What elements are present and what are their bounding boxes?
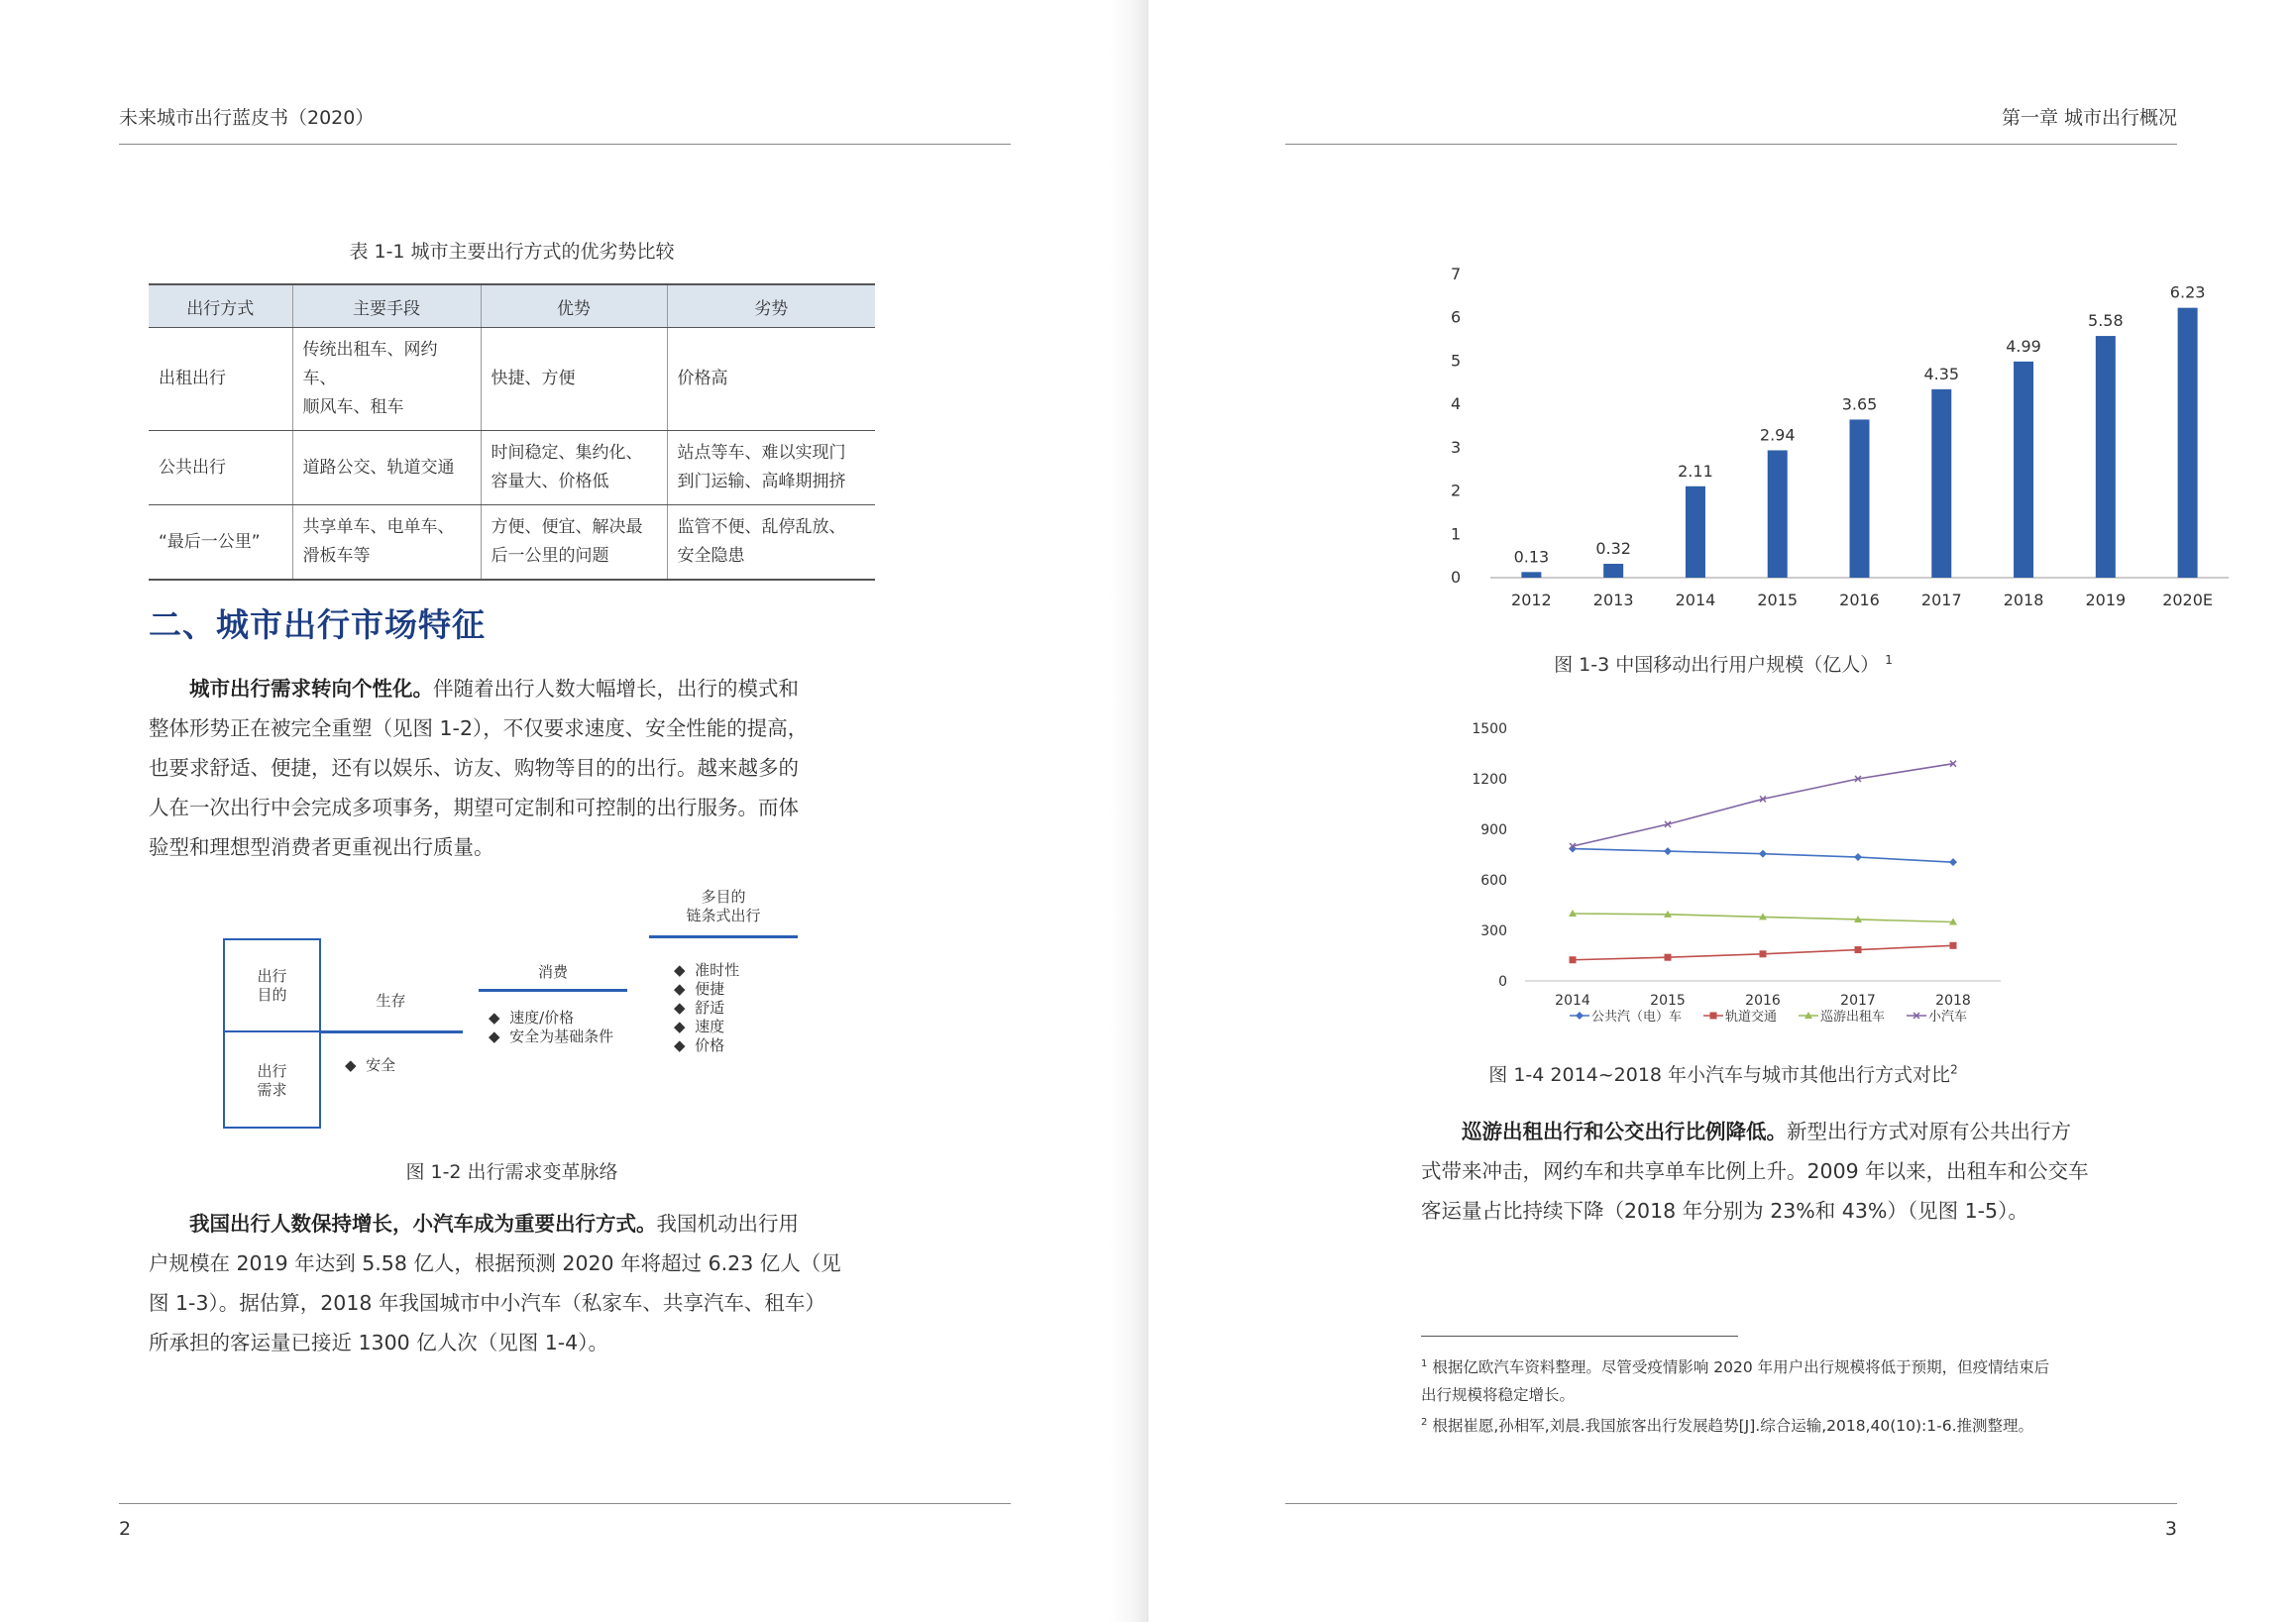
x-tick-label: 2017 (1840, 993, 1876, 1009)
bar (2178, 308, 2198, 578)
table-cell (481, 505, 667, 581)
cell-text: 公共出行 (159, 457, 226, 478)
paragraph-lead: 城市出行需求转向个性化。 (189, 677, 433, 701)
bar-chart (1446, 253, 2296, 629)
header-rule (119, 144, 1011, 145)
cell-text: 传统出租车、网约车、 (302, 340, 438, 388)
diagram-bullet-list: ◆ 准时性 ◆ 便捷 ◆ 舒适 ◆ 速度 ◆ 价格 (674, 961, 740, 1054)
x-tick-label: 2016 (1745, 993, 1781, 1009)
paragraph-line: 图 1-3）。据估算，2018 年我国城市中小汽车（私家车、共享汽车、租车） (149, 1291, 825, 1315)
cell-text: 后一公里的问题 (491, 546, 609, 566)
series (1570, 942, 1957, 963)
cell-text: 滑板车等 (302, 546, 371, 566)
table-cell (667, 505, 875, 581)
diagram-text: 速度 (695, 1018, 725, 1035)
legend-label: 公共汽（电）车 (1591, 1010, 1683, 1025)
bar (2014, 362, 2033, 578)
running-header: 第一章 城市出行概况 (2001, 107, 2177, 129)
legend-entry (1799, 1009, 1885, 1025)
footnote-rule (1421, 1336, 1738, 1337)
paragraph-line: 新型出行方式对原有公共出行方 (1787, 1120, 2071, 1143)
diagram-stage-survival: 生存 (376, 992, 406, 1010)
x-tick-label: 2015 (1757, 591, 1799, 609)
x-tick-label: 2015 (1650, 993, 1686, 1009)
data-label: 4.99 (2006, 336, 2041, 356)
y-tick-label: 4 (1451, 394, 1462, 414)
series (1569, 910, 1957, 925)
y-tick-label: 2 (1451, 481, 1462, 500)
cell-text: 快捷、方便 (491, 369, 576, 388)
cell-text: 站点等车、难以实现门 (677, 443, 846, 463)
x-tick-label: 2017 (1920, 591, 1962, 609)
legend-label: 小汽车 (1928, 1010, 1968, 1025)
data-point (1760, 950, 1767, 957)
series-line (1573, 764, 1953, 846)
bar (1686, 487, 1705, 578)
section-title: 二、城市出行市场特征 (149, 605, 486, 644)
x-tick-label: 2013 (1592, 591, 1634, 609)
legend-entry (1570, 1009, 1682, 1025)
cell-text: 监管不便、乱停乱放、 (677, 517, 846, 537)
cell-text: 道路公交、轨道交通 (302, 457, 455, 478)
cell-text: 到门运输、高峰期拥挤 (677, 472, 846, 491)
line-chart (1446, 703, 2296, 1040)
diagram-text: 便捷 (695, 980, 725, 998)
figure-caption: 图 1-2 出行需求变革脉络 (405, 1161, 618, 1183)
table-header-cell: 优势 (481, 284, 667, 328)
data-point (1950, 942, 1957, 949)
data-point (1855, 946, 1862, 953)
legend-label: 巡游出租车 (1820, 1010, 1886, 1025)
table-cell (292, 505, 481, 581)
data-point (1664, 847, 1672, 855)
diagram-text: 出行 (257, 1062, 287, 1080)
footnote-text: 根据崔愿,孙相军,刘晨.我国旅客出行发展趋势[J].综合运输,2018,40(10):1-6.推测整理。 (1432, 1417, 2033, 1436)
table-header-row (149, 284, 875, 328)
caption-text: 图 1-3 中国移动出行用户规模（亿人） (1554, 654, 1880, 676)
diagram-text: 链条式出行 (686, 907, 761, 924)
paragraph-3 (1421, 1112, 2147, 1231)
footnote-2 (1421, 1409, 2159, 1440)
diagram-text: 需求 (257, 1081, 287, 1099)
cell-text: 时间稳定、集约化、 (491, 443, 643, 463)
bar (1521, 572, 1541, 578)
legend-entry (1907, 1010, 1967, 1025)
x-tick-label: 2016 (1839, 591, 1880, 609)
table-cell (481, 431, 667, 505)
table-cell (667, 328, 875, 431)
data-point (1854, 853, 1862, 861)
footnote-mark: 1 (1421, 1358, 1428, 1369)
table-row (149, 431, 875, 505)
footnote-ref: 2 (1950, 1062, 1958, 1077)
x-tick-label: 2014 (1555, 993, 1590, 1009)
diagram-text: 价格 (695, 1036, 725, 1054)
table-row (149, 505, 875, 581)
paragraph-line: 验型和理想型消费者更重视出行质量。 (149, 835, 494, 859)
table-cell (149, 431, 292, 505)
cell-text: 价格高 (677, 369, 728, 388)
diagram-stage-line (479, 989, 627, 992)
comparison-table (149, 283, 875, 581)
diagram-divider (225, 1030, 319, 1032)
table-cell (149, 328, 292, 431)
data-label: 4.35 (1923, 364, 1960, 383)
footer-rule (119, 1503, 1011, 1504)
diagram-box-label-demand (225, 1062, 319, 1100)
y-tick-label: 7 (1451, 265, 1462, 283)
running-header: 未来城市出行蓝皮书（2020） (119, 107, 375, 129)
bar (1603, 564, 1623, 578)
data-point (1759, 850, 1767, 858)
diagram-text: 准时性 (695, 961, 740, 979)
y-tick-label: 5 (1451, 351, 1462, 371)
paragraph-line: 人在一次出行中会完成多项事务，期望可定制和可控制的出行服务。而体 (149, 796, 799, 819)
table-row (149, 328, 875, 431)
data-label: 5.58 (2088, 311, 2124, 331)
page-number: 2 (119, 1518, 132, 1540)
page-number: 3 (2164, 1518, 2177, 1540)
diagram-stage-line (649, 935, 798, 938)
diagram-text: 目的 (257, 986, 287, 1004)
y-tick-label: 900 (1480, 822, 1507, 838)
diagram-stage-consumption: 消费 (537, 963, 568, 981)
data-label: 6.23 (2169, 282, 2206, 302)
footer-rule (1285, 1503, 2177, 1504)
bar-chart-caption (1367, 650, 2080, 677)
paragraph-line: 所承担的客运量已接近 1300 亿人次（见图 1-4）。 (149, 1331, 608, 1354)
paragraph-1 (149, 669, 875, 867)
table-caption: 表 1-1 城市主要出行方式的优劣势比较 (349, 241, 675, 263)
x-tick-label: 2019 (2085, 591, 2127, 609)
table-header-cell: 出行方式 (149, 284, 292, 328)
data-label: 3.65 (1841, 394, 1878, 414)
y-tick-label: 1200 (1472, 772, 1507, 788)
paragraph-line: 也要求舒适、便捷，还有以娱乐、访友、购物等目的的出行。越来越多的 (149, 756, 799, 780)
paragraph-lead: 巡游出租出行和公交出行比例降低。 (1462, 1120, 1787, 1143)
diagram-text: 出行 (257, 967, 287, 985)
table-cell (481, 328, 667, 431)
table-cell (292, 431, 481, 505)
paragraph-line: 户规模在 2019 年达到 5.58 亿人，根据预测 2020 年将超过 6.23 亿人（见 (149, 1251, 841, 1275)
y-tick-label: 1 (1451, 524, 1462, 544)
diagram-bullet: ◆ 安全 (345, 1056, 396, 1074)
cell-text: 容量大、价格低 (491, 472, 609, 491)
data-label: 0.13 (1513, 547, 1550, 567)
table-cell (667, 431, 875, 505)
cell-text: 方便、便宜、解决最 (491, 517, 643, 537)
legend-entry (1703, 1009, 1777, 1025)
table-header-cell: 主要手段 (292, 284, 481, 328)
footnote-ref: 1 (1885, 652, 1893, 667)
y-tick-label: 1500 (1472, 721, 1507, 737)
diagram-box-label-purpose (225, 967, 319, 1005)
paragraph-line: 整体形势正在被完全重塑（见图 1-2），不仅要求速度、安全性能的提高， (149, 716, 809, 740)
cell-text: 共享单车、电单车、 (302, 517, 455, 537)
caption-text: 图 1-4 2014~2018 年小汽车与城市其他出行方式对比 (1488, 1064, 1951, 1086)
x-tick-label: 2014 (1675, 591, 1716, 609)
data-point (1570, 956, 1577, 963)
footnotes (1421, 1351, 2159, 1440)
cell-text: “最后一公里” (159, 531, 261, 552)
footnote-text: 根据亿欧汽车资料整理。尽管受疫情影响 2020 年用户出行规模将低于预期，但疫情结束后 (1432, 1358, 2050, 1377)
bar (1931, 389, 1951, 578)
bar (1768, 450, 1788, 578)
diagram-text: 安全 (366, 1056, 396, 1074)
table-cell (292, 328, 481, 431)
series (1569, 845, 1957, 867)
data-label: 0.32 (1595, 539, 1631, 559)
y-tick-label: 600 (1480, 873, 1507, 889)
table-header-cell: 劣势 (667, 284, 875, 328)
paragraph-line: 伴随着出行人数大幅增长，出行的模式和 (433, 677, 799, 701)
diagram-text: 速度/价格 (509, 1009, 575, 1027)
table-cell (149, 505, 292, 581)
x-tick-label: 2018 (2003, 591, 2044, 609)
diagram-text: 多目的 (701, 888, 746, 906)
cell-text: 出租出行 (159, 369, 226, 388)
footnote-1 (1421, 1351, 2159, 1381)
line-chart-caption (1327, 1060, 2120, 1087)
paragraph-line: 客运量占比持续下降（2018 年分别为 23%和 43%）（见图 1-5）。 (1421, 1199, 2028, 1223)
x-tick-label: 2018 (1935, 993, 1971, 1009)
x-tick-label: 2020E (2162, 591, 2214, 609)
cell-text: 顺风车、租车 (302, 397, 404, 417)
diagram-bullet-list: ◆ 速度/价格 ◆ 安全为基础条件 (489, 1009, 614, 1045)
series (1570, 761, 1956, 849)
footnote-text: 出行规模将稳定增长。 (1421, 1386, 1576, 1405)
paragraph-line: 我国机动出行用 (656, 1212, 799, 1236)
paragraph-line: 式带来冲击，网约车和共享单车比例上升。2009 年以来，出租车和公交车 (1421, 1159, 2089, 1183)
bar (2096, 336, 2116, 578)
cell-text: 安全隐患 (677, 546, 745, 566)
y-tick-label: 0 (1451, 568, 1462, 587)
legend-label: 轨道交通 (1725, 1010, 1778, 1025)
data-point (1710, 1013, 1717, 1020)
data-label: 2.11 (1678, 461, 1713, 481)
bar (1850, 419, 1870, 578)
header-rule (1285, 144, 2177, 145)
diagram-stage-multipurpose (649, 888, 798, 925)
x-tick-label: 2012 (1511, 591, 1552, 609)
y-tick-label: 300 (1480, 923, 1507, 939)
data-point (1949, 858, 1957, 866)
y-tick-label: 3 (1451, 437, 1462, 457)
data-label: 2.94 (1759, 425, 1796, 445)
diagram-text: 舒适 (695, 999, 725, 1017)
diagram-stage-line (319, 1030, 463, 1033)
paragraph-lead: 我国出行人数保持增长，小汽车成为重要出行方式。 (189, 1212, 657, 1236)
paragraph-2 (149, 1204, 875, 1362)
y-tick-label: 0 (1498, 974, 1507, 990)
right-page (1148, 0, 2296, 1622)
y-tick-label: 6 (1451, 307, 1462, 327)
data-point (1665, 954, 1672, 961)
diagram-text: 安全为基础条件 (509, 1027, 614, 1045)
data-point (1576, 1012, 1584, 1020)
footnote-mark: 2 (1421, 1417, 1428, 1429)
